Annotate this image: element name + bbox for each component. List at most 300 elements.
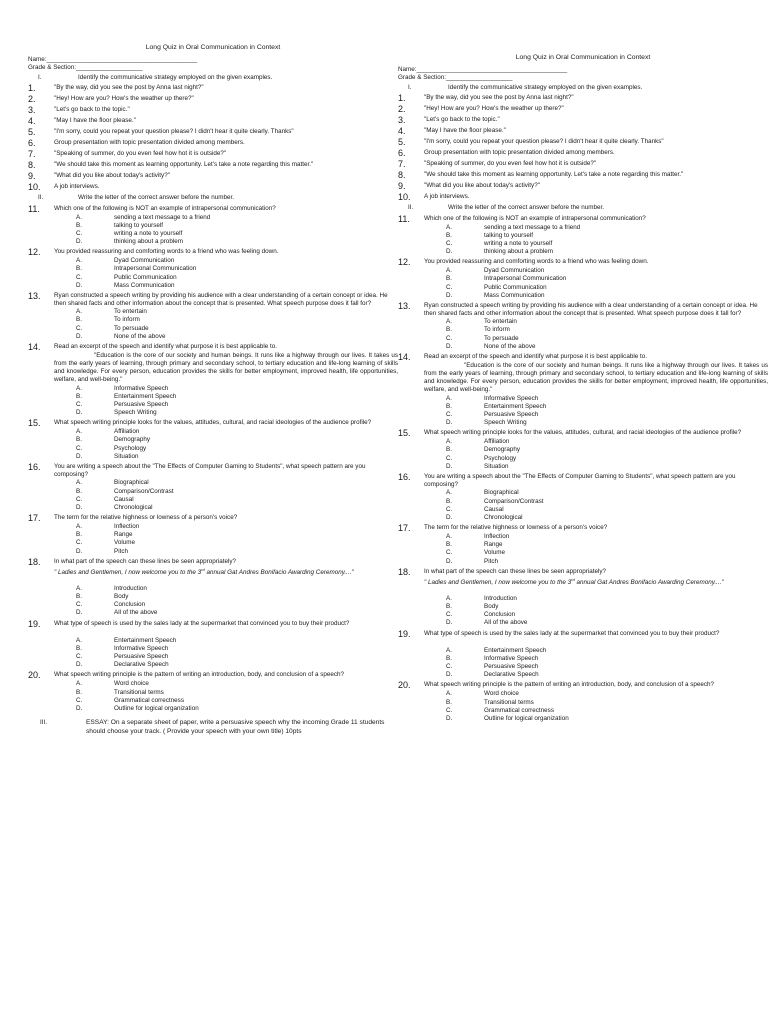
option-letter: C. (76, 653, 83, 660)
option-letter: B. (446, 275, 452, 283)
speech-excerpt-text: "Education is the core of our society and human beings. It runs like a highway through our lives. It takes us from the early years of learning, through primary and secondary school, to tertiary education and life-long learning of skills and knowledge. For every person, education provides the skills for better employment, improved health, life opportunities, welfare, and well-being." (424, 361, 768, 394)
option-letter: C. (446, 663, 453, 670)
answer-options (76, 428, 398, 461)
option-text: Word choice (114, 680, 149, 688)
name-blank: ___________________________________________ (46, 55, 198, 63)
question-text: What type of speech is used by the sales lady at the supermarket that convinced you to buy their product? (54, 619, 350, 627)
question-number: 20. (398, 680, 411, 691)
answer-option (446, 647, 768, 655)
answer-option (446, 267, 768, 275)
answer-options (76, 257, 398, 290)
answer-option (76, 257, 398, 265)
answer-option (76, 548, 398, 556)
answer-option (76, 585, 398, 593)
answer-option (76, 661, 398, 669)
option-letter: B. (76, 688, 82, 696)
part-3-text: ESSAY: On a separate sheet of paper, write a persuasive speech why the incoming Grade 11 students should choose your track. ( Provide your speech with your own title) 10pts (86, 719, 385, 735)
question-text: The term for the relative highness or lowness of a person's voice? (424, 524, 608, 532)
answer-option (76, 539, 398, 547)
option-letter: C. (446, 706, 453, 714)
option-text: talking to yourself (484, 231, 534, 239)
answer-option (76, 496, 398, 504)
answer-option (446, 284, 768, 292)
option-text: Outline for logical organization (114, 704, 199, 712)
item-text: "What did you like about today's activity?" (424, 182, 540, 190)
answer-options (76, 680, 398, 713)
option-letter: A. (446, 489, 452, 497)
spacer (28, 577, 398, 585)
question-12 (28, 248, 398, 257)
option-text: To inform (114, 316, 140, 324)
answer-option (446, 248, 768, 256)
item-text: A job interviews. (54, 183, 100, 191)
answer-option (76, 238, 398, 246)
part-1-instruction: Identify the communicative strategy employed on the given examples. (448, 84, 643, 92)
answer-option (76, 308, 398, 316)
option-text: Conclusion (114, 601, 146, 609)
name-label: Name: (398, 65, 417, 73)
item-number: 5. (28, 127, 36, 138)
answer-option (76, 445, 398, 453)
question-text: In what part of the speech can these lines be seen appropriately? (54, 557, 237, 565)
quiz-page-right (398, 54, 768, 723)
question-13 (398, 302, 768, 318)
question-12 (398, 258, 768, 267)
option-letter: C. (76, 324, 83, 332)
option-text: Dyad Communication (484, 267, 545, 275)
option-text: Comparison/Contrast (484, 497, 544, 505)
answer-options (76, 523, 398, 556)
option-letter: A. (446, 646, 452, 654)
option-text: Causal (484, 505, 504, 513)
option-text: thinking about a problem (484, 248, 553, 256)
quote-part-a: " Ladies and Gentlemen, I now welcome you to the 3 (54, 568, 202, 576)
option-text: Dyad Communication (114, 257, 175, 265)
option-text: Declarative Speech (114, 661, 169, 669)
option-text: To persuade (484, 334, 519, 342)
option-letter: B. (446, 698, 452, 706)
option-text: Pitch (484, 557, 498, 565)
speech-quote (54, 567, 398, 577)
part-3-essay (28, 719, 398, 736)
name-blank: ___________________________________________ (416, 65, 568, 73)
item-number: 7. (28, 149, 36, 160)
option-text: To inform (484, 326, 510, 334)
answer-option (76, 409, 398, 417)
part-1-item (28, 84, 398, 93)
answer-option (446, 611, 768, 619)
question-text: Which one of the following is NOT an example of intrapersonal communication? (424, 214, 646, 222)
option-text: Situation (114, 452, 139, 460)
question-number: 18. (28, 556, 41, 567)
grade-label: Grade & Section: (398, 74, 446, 81)
part-1-item (398, 149, 768, 158)
speech-excerpt (424, 362, 768, 395)
option-letter: A. (446, 690, 452, 698)
option-text: Chronological (114, 503, 153, 511)
option-letter: D. (76, 452, 83, 460)
item-text: "I'm sorry, could you repeat your question please? I didn't hear it quite clearly. Thanks" (54, 128, 294, 136)
question-number: 13. (398, 300, 411, 311)
answer-option (446, 619, 768, 627)
question-17 (398, 524, 768, 533)
answer-option (446, 549, 768, 557)
answer-option (76, 282, 398, 290)
option-text: Intrapersonal Communication (484, 275, 567, 283)
answer-option (76, 479, 398, 487)
question-11 (398, 215, 768, 224)
item-number: 5. (398, 137, 406, 148)
item-number: 6. (28, 138, 36, 149)
option-text: sending a text message to a friend (114, 213, 211, 221)
question-16 (398, 473, 768, 489)
item-number: 2. (398, 104, 406, 115)
part-2-roman: II. (408, 204, 414, 212)
answer-option (76, 316, 398, 324)
part-1-item (398, 138, 768, 147)
answer-option (446, 707, 768, 715)
answer-option (76, 453, 398, 461)
answer-option (76, 230, 398, 238)
answer-option (446, 506, 768, 514)
item-text: "May I have the floor please." (54, 117, 136, 125)
option-text: Introduction (114, 584, 147, 592)
answer-option (446, 335, 768, 343)
option-letter: A. (76, 257, 82, 265)
answer-options (446, 267, 768, 300)
answer-option (76, 689, 398, 697)
answer-option (446, 446, 768, 454)
quote-superscript: rd (571, 576, 575, 582)
option-text: Chronological (484, 513, 523, 521)
answer-option (76, 697, 398, 705)
option-text: None of the above (484, 342, 536, 350)
name-line (398, 66, 768, 74)
option-text: Situation (484, 462, 509, 470)
grade-section-line (398, 74, 768, 82)
option-letter: C. (76, 696, 83, 704)
option-letter: B. (76, 593, 82, 601)
answer-option (446, 455, 768, 463)
option-text: sending a text message to a friend (484, 223, 581, 231)
question-text: You are writing a speech about the "The Effects of Computer Gaming to Students", what speech pattern are you composing? (54, 462, 366, 479)
question-text: You provided reassuring and comforting words to a friend who was feeling down. (424, 258, 649, 266)
question-number: 14. (398, 351, 411, 362)
option-text: Transitional terms (484, 698, 534, 706)
option-text: Affiliation (114, 428, 140, 436)
answer-option (76, 385, 398, 393)
part-1-item (28, 95, 398, 104)
answer-option (446, 603, 768, 611)
answer-options (446, 318, 768, 351)
question-19 (28, 620, 398, 629)
part-1-item (398, 160, 768, 169)
question-number: 11. (28, 203, 40, 214)
option-text: Causal (114, 495, 134, 503)
speech-excerpt-text: "Education is the core of our society and human beings. It runs like a highway through our lives. It takes us from the early years of learning, through primary and secondary school, to tertiary education and life-long learning of skills and knowledge. For every person, education provides the skills for better employment, improved health, life opportunities, welfare, and well-being." (54, 351, 398, 384)
speech-excerpt (54, 352, 398, 385)
essay-slot (28, 719, 398, 736)
option-letter: D. (446, 462, 453, 470)
answer-option (76, 504, 398, 512)
answer-option (446, 463, 768, 471)
option-text: Speech Writing (114, 409, 157, 417)
option-letter: B. (76, 531, 82, 539)
option-letter: C. (76, 444, 83, 452)
question-text: What speech writing principle is the pattern of writing an introduction, body, and conclusion of a speech? (54, 671, 345, 679)
option-text: Persuasive Speech (484, 410, 539, 418)
question-number: 18. (398, 566, 411, 577)
option-letter: A. (446, 267, 452, 275)
option-text: thinking about a problem (114, 238, 183, 246)
question-20 (398, 681, 768, 690)
option-text: Demography (114, 436, 151, 444)
option-letter: B. (76, 644, 82, 652)
item-number: 8. (28, 160, 36, 171)
option-letter: C. (76, 273, 83, 281)
question-14 (28, 343, 398, 352)
question-number: 19. (398, 628, 411, 639)
option-text: All of the above (484, 619, 528, 627)
option-text: Outline for logical organization (484, 714, 569, 722)
option-text: To entertain (114, 308, 147, 316)
option-text: Biographical (484, 489, 519, 497)
question-number: 16. (398, 471, 411, 482)
part-1-item (398, 182, 768, 191)
option-letter: A. (76, 428, 82, 436)
option-text: Volume (484, 549, 506, 557)
item-text: "Hey! How are you? How's the weather up there?" (54, 95, 194, 103)
question-text: In what part of the speech can these lines be seen appropriately? (424, 567, 607, 575)
part-2-instruction: Write the letter of the correct answer before the number. (78, 194, 234, 202)
answer-option (446, 403, 768, 411)
item-text: "Let's go back to the topic." (424, 116, 500, 124)
option-letter: B. (76, 265, 82, 273)
quiz-page-left (28, 44, 398, 736)
item-text: Group presentation with topic presentation divided among members. (424, 149, 615, 157)
name-line (28, 56, 398, 64)
item-number: 10. (28, 182, 41, 193)
option-text: Entertainment Speech (114, 392, 177, 400)
item-number: 9. (28, 171, 36, 182)
mc-questions (28, 205, 398, 714)
option-letter: A. (76, 213, 82, 221)
part-1-heading (28, 74, 398, 82)
option-letter: A. (446, 394, 452, 402)
question-text: You provided reassuring and comforting words to a friend who was feeling down. (54, 248, 279, 256)
question-18 (398, 568, 768, 577)
question-text: You are writing a speech about the "The Effects of Computer Gaming to Students", what speech pattern are you composing? (424, 472, 736, 489)
option-text: Volume (114, 539, 136, 547)
answer-options (446, 595, 768, 628)
quote-part-a: " Ladies and Gentlemen, I now welcome you to the 3 (424, 578, 572, 586)
item-text: "Let's go back to the topic." (54, 106, 130, 114)
question-text: Read an excerpt of the speech and identify what purpose it is best applicable to. (54, 342, 277, 350)
option-text: Range (114, 531, 133, 539)
option-letter: B. (446, 603, 452, 611)
grade-section-line (28, 64, 398, 72)
option-letter: B. (76, 316, 82, 324)
option-text: Public Communication (484, 283, 547, 291)
part-1-item (28, 183, 398, 192)
option-letter: A. (446, 533, 452, 541)
answer-options (76, 214, 398, 247)
item-text: "By the way, did you see the post by Anna last night?" (424, 94, 574, 102)
option-text: Mass Communication (114, 281, 175, 289)
option-letter: B. (446, 231, 452, 239)
part-1-item (398, 127, 768, 136)
answer-option (76, 637, 398, 645)
question-number: 12. (398, 257, 411, 268)
answer-option (76, 645, 398, 653)
mc-questions (398, 215, 768, 724)
part-2-heading (28, 194, 398, 202)
question-text: The term for the relative highness or lowness of a person's voice? (54, 514, 238, 522)
part-1-item (28, 150, 398, 159)
part-1-item (28, 128, 398, 137)
answer-option (446, 533, 768, 541)
option-letter: B. (446, 402, 452, 410)
answer-options (446, 647, 768, 680)
answer-option (446, 326, 768, 334)
question-number: 12. (28, 247, 41, 258)
option-letter: D. (76, 503, 83, 511)
option-text: Body (484, 603, 499, 611)
option-letter: A. (446, 594, 452, 602)
option-text: Grammatical correctness (484, 706, 554, 714)
part-1-item (28, 117, 398, 126)
answer-option (76, 523, 398, 531)
part-1-item (398, 171, 768, 180)
option-text: Entertainment Speech (114, 636, 177, 644)
question-13 (28, 292, 398, 308)
answer-option (446, 655, 768, 663)
item-number: 10. (398, 192, 411, 203)
item-number: 1. (28, 83, 36, 94)
question-text: Ryan constructed a speech writing by providing his audience with a clear understanding of a certain concept or idea. He then shared facts and other information about the concept that is presented. What speech purpose does it fall for? (424, 301, 758, 318)
option-letter: C. (446, 454, 453, 462)
grade-blank: ___________________ (75, 64, 143, 71)
option-letter: B. (76, 221, 82, 229)
part-1-item (398, 116, 768, 125)
option-letter: A. (76, 636, 82, 644)
item-number: 4. (398, 126, 406, 137)
answer-option (446, 318, 768, 326)
option-letter: C. (446, 549, 453, 557)
option-text: Inflection (484, 533, 510, 541)
part-1-item (28, 106, 398, 115)
question-20 (28, 671, 398, 680)
item-number: 7. (398, 159, 406, 170)
question-19 (398, 630, 768, 639)
answer-option (76, 274, 398, 282)
question-17 (28, 514, 398, 523)
question-number: 15. (28, 418, 41, 429)
part-1-item (28, 139, 398, 148)
item-text: "May I have the floor please." (424, 127, 506, 135)
answer-option (446, 275, 768, 283)
option-text: All of the above (114, 609, 158, 617)
option-letter: B. (76, 487, 82, 495)
item-number: 1. (398, 93, 406, 104)
spacer (398, 587, 768, 595)
option-text: Comparison/Contrast (114, 487, 174, 495)
item-text: Group presentation with topic presentation divided among members. (54, 139, 245, 147)
option-letter: D. (76, 281, 83, 289)
answer-option (446, 715, 768, 723)
part-1-items (398, 94, 768, 202)
quiz-title: Long Quiz in Oral Communication in Context (515, 54, 651, 61)
part-2-instruction: Write the letter of the correct answer before the number. (448, 204, 604, 212)
question-text: What speech writing principle looks for the values, attitudes, cultural, and racial ideologies of the audience profile? (54, 419, 372, 427)
question-text: What speech writing principle is the pattern of writing an introduction, body, and conclusion of a speech? (424, 681, 715, 689)
question-number: 19. (28, 618, 41, 629)
question-18 (28, 558, 398, 567)
option-letter: A. (76, 384, 82, 392)
question-text: What type of speech is used by the sales lady at the supermarket that convinced you to buy their product? (424, 629, 720, 637)
item-text: "We should take this moment as learning opportunity. Let's take a note regarding this matter." (424, 171, 684, 179)
answer-options (76, 308, 398, 341)
question-14 (398, 353, 768, 362)
answer-option (446, 699, 768, 707)
option-text: Body (114, 593, 129, 601)
option-letter: C. (76, 229, 83, 237)
option-letter: A. (446, 438, 452, 446)
part-1-item (398, 105, 768, 114)
option-text: Introduction (484, 594, 517, 602)
option-text: Mass Communication (484, 291, 545, 299)
item-text: "I'm sorry, could you repeat your question please? I didn't hear it quite clearly. Thanks" (424, 138, 664, 146)
question-text: Ryan constructed a speech writing by providing his audience with a clear understanding of a certain concept or idea. He then shared facts and other information about the concept that is presented. What speech purpose does it fall for? (54, 291, 388, 308)
part-3-roman: III. (40, 719, 47, 727)
option-letter: B. (76, 436, 82, 444)
question-number: 14. (28, 341, 41, 352)
item-text: "By the way, did you see the post by Anna last night?" (54, 84, 204, 92)
item-text: "Hey! How are you? How's the weather up there?" (424, 105, 564, 113)
option-text: talking to yourself (114, 221, 164, 229)
option-letter: D. (76, 238, 83, 246)
part-2-heading (398, 204, 768, 212)
option-text: Intrapersonal Communication (114, 265, 197, 273)
option-letter: A. (76, 584, 82, 592)
answer-options (76, 637, 398, 670)
answer-option (446, 343, 768, 351)
answer-options (446, 395, 768, 428)
option-letter: D. (446, 557, 453, 565)
answer-options (446, 533, 768, 566)
answer-option (446, 690, 768, 698)
answer-option (446, 411, 768, 419)
question-text: What speech writing principle looks for the values, attitudes, cultural, and racial ideologies of the audience profile? (424, 429, 742, 437)
question-number: 11. (398, 213, 410, 224)
part-1-roman: I. (38, 74, 42, 82)
option-text: Informative Speech (484, 654, 539, 662)
answer-option (446, 498, 768, 506)
option-text: Word choice (484, 690, 519, 698)
answer-option (76, 680, 398, 688)
answer-option (76, 488, 398, 496)
part-1-instruction: Identify the communicative strategy employed on the given examples. (78, 74, 273, 82)
item-number: 6. (398, 148, 406, 159)
question-number: 15. (398, 428, 411, 439)
answer-option (446, 419, 768, 427)
answer-option (76, 214, 398, 222)
answer-option (446, 671, 768, 679)
question-number: 17. (28, 513, 41, 524)
question-15 (398, 429, 768, 438)
option-text: Informative Speech (484, 394, 539, 402)
answer-option (76, 609, 398, 617)
